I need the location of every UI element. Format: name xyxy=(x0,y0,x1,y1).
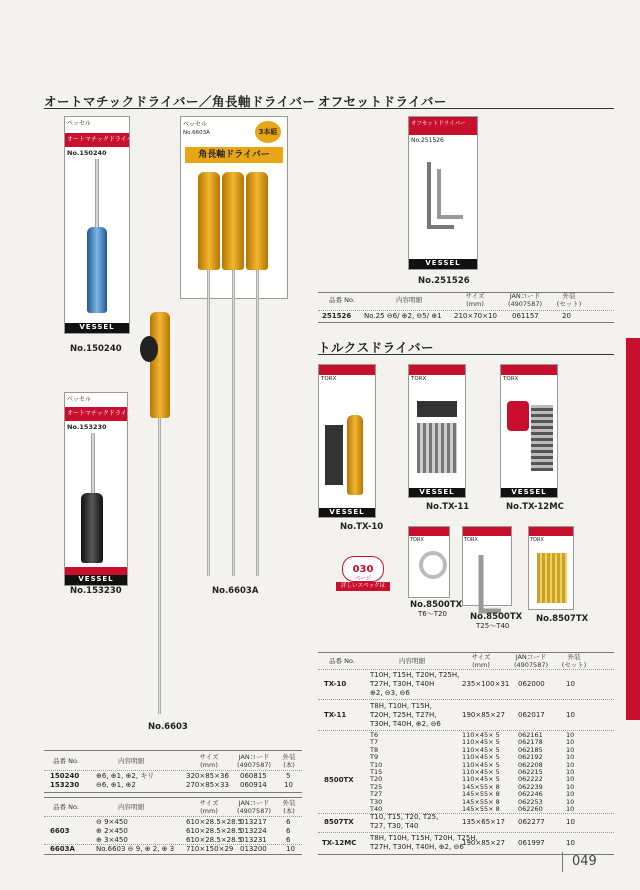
package-name: オートマチックドライバー xyxy=(65,407,127,421)
product-label-8500TX-b: No.8500TX xyxy=(470,612,523,622)
key-ring xyxy=(419,551,447,579)
table-cell-jan: 013224 xyxy=(240,827,267,835)
table-cell-desc: T20 xyxy=(370,775,383,784)
screwdriver-handle xyxy=(246,172,268,270)
table-header-desc: 内容明細 xyxy=(396,296,422,304)
table-cell-size: 190×85×27 xyxy=(462,839,505,847)
package-name: オフセットドライバー xyxy=(409,117,477,135)
key-set xyxy=(537,553,567,603)
table-header-desc: 内容明細 xyxy=(399,657,425,665)
package-brand: TORX xyxy=(410,537,424,543)
table-cell-jan: 061997 xyxy=(518,839,545,847)
table-cell-desc: T15 xyxy=(370,768,383,776)
table-header-qty: 外装 (本) xyxy=(282,799,296,815)
table-cell-jan: 062185 xyxy=(518,745,543,754)
table-cell-qty: 10 xyxy=(566,745,575,754)
table-header-jan: JANコード (4907587) xyxy=(507,292,543,308)
table-header-qty: 外装 (本) xyxy=(282,753,296,769)
product-TX12MC-package xyxy=(500,364,558,498)
package-brand: TORX xyxy=(464,537,478,543)
package-brand: TORX xyxy=(411,376,427,382)
table-rule xyxy=(318,699,614,700)
table-cell-desc: T10H, T15H, T20H, T25H, xyxy=(370,671,460,679)
table-cell-jan: 062192 xyxy=(518,753,543,762)
table-rule xyxy=(318,813,614,814)
screwdriver-handle xyxy=(347,415,363,495)
table-rule xyxy=(318,310,614,311)
brand-text: ベッセル xyxy=(183,121,208,128)
table-cell-desc: T27, T30, T40 xyxy=(370,822,419,830)
table-cell-desc: T20H, T25H, T27H, xyxy=(370,711,437,719)
table-cell-desc: ⊕ 2×450 xyxy=(96,827,128,835)
vessel-logo: VESSEL xyxy=(409,488,465,497)
table-cell-jan: 062161 xyxy=(518,731,543,739)
table-cell-code: 8507TX xyxy=(324,818,354,826)
red-band xyxy=(501,365,557,375)
table-cell-size: 110×45× 5 xyxy=(462,745,500,754)
product-label-6603A: No.6603A xyxy=(212,586,259,596)
brand-text: ベッセル xyxy=(67,396,92,403)
screwdriver-handle xyxy=(87,227,107,313)
table-cell-qty: 10 xyxy=(566,775,575,784)
brand-text: ベッセル xyxy=(65,117,129,133)
table-cell-jan: 060914 xyxy=(240,781,267,789)
table-cell-desc: T40 xyxy=(370,805,383,813)
table-rule xyxy=(44,854,302,855)
table-cell-code: TX-12MC xyxy=(322,839,357,847)
product-label-251526: No.251526 xyxy=(418,276,470,286)
table-cell-desc: T10, T15, T20, T25, xyxy=(370,813,439,821)
table-cell-size: 110×45× 5 xyxy=(462,731,500,739)
table-cell-desc: No.25 ⊖6/ ⊕2, ⊖5/ ⊕1 xyxy=(364,312,442,320)
table-header-size: サイズ (mm) xyxy=(471,653,491,669)
product-label-150240: No.150240 xyxy=(70,344,122,354)
package-number: No.251526 xyxy=(411,137,444,144)
vessel-logo: VESSEL xyxy=(319,508,375,517)
table-cell-size: 145×55× 8 xyxy=(462,805,500,813)
table-cell-size: 110×45× 5 xyxy=(462,738,500,747)
table-header-code: 品番 No. xyxy=(53,757,79,765)
table-cell-size: 135×65×17 xyxy=(462,818,505,826)
table-cell-jan: 013231 xyxy=(240,836,267,844)
table-cell-jan: 062246 xyxy=(518,790,543,799)
page-reference-note: 詳しいスペックは xyxy=(336,582,390,591)
red-band xyxy=(529,527,573,536)
table-cell-code: TX-10 xyxy=(324,680,347,688)
table-cell-qty: 20 xyxy=(562,312,571,320)
section-title-torx: トルクスドライバー xyxy=(318,340,435,355)
product-TX11-package xyxy=(408,364,466,498)
section-title-offset: オフセットドライバー xyxy=(318,94,447,109)
table-cell-desc: No.6603 ⊖ 9, ⊕ 2, ⊕ 3 xyxy=(96,845,175,853)
table-cell-desc: T30 xyxy=(370,797,383,806)
screwdriver-6603-handle xyxy=(150,312,170,418)
table-header-code: 品番 No. xyxy=(329,296,355,304)
screwdriver-handle xyxy=(222,172,244,270)
tool-handle xyxy=(507,401,529,431)
table-cell-qty: 10 xyxy=(566,760,575,769)
package-number: No.153230 xyxy=(67,423,107,431)
page-reference-unit: ページ xyxy=(354,576,372,582)
table-cell-qty: 6 xyxy=(286,836,291,844)
product-TX10-package xyxy=(318,364,376,518)
red-band xyxy=(463,527,511,536)
section-rule xyxy=(44,108,302,109)
table-cell-size: 110×45× 5 xyxy=(462,768,500,776)
table-cell-jan: 062260 xyxy=(518,805,543,813)
vessel-logo: VESSEL xyxy=(65,575,127,585)
table-header-jan: JANコード (4907587) xyxy=(513,653,549,669)
table-cell-size: 710×150×29 xyxy=(186,845,234,853)
product-label-TX10: No.TX-10 xyxy=(340,522,384,532)
table-cell-desc: T27H, T30H, T40H xyxy=(370,680,435,688)
offset-driver-icon xyxy=(419,157,469,237)
bit-set xyxy=(417,423,457,473)
table-cell-size: 145×55× 8 xyxy=(462,797,500,806)
screwdriver-shaft xyxy=(91,433,95,493)
table-header-jan: JANコード (4907587) xyxy=(236,799,272,815)
package-brand: TORX xyxy=(530,537,544,543)
table-cell-desc: T6 xyxy=(370,731,379,739)
screwdriver-handle xyxy=(81,493,103,563)
table-cell-size: 320×85×36 xyxy=(186,772,229,780)
table-cell-qty: 10 xyxy=(566,738,575,747)
table-cell-code: 251526 xyxy=(322,312,352,320)
table-rule xyxy=(44,792,302,793)
screwdriver-shaft xyxy=(256,270,259,576)
product-150240-package xyxy=(64,116,139,334)
page-reference-badge xyxy=(342,556,384,582)
table-rule xyxy=(44,844,302,845)
table-cell-desc: T27H, T30H, T40H, ⊕2, ⊖6 xyxy=(370,843,464,851)
package-number: No.6603A xyxy=(183,130,210,136)
table-cell-size: 610×28.5×28.5 xyxy=(186,818,243,826)
product-8500TX-large-package xyxy=(462,526,512,606)
table-cell-desc: T30H, T40H, ⊕2, ⊖6 xyxy=(370,720,441,728)
table-cell-qty: 10 xyxy=(566,711,575,719)
table-cell-size: 235×100×31 xyxy=(462,680,510,688)
package-name: オートマチックドライバー xyxy=(65,133,129,147)
vessel-logo: VESSEL xyxy=(65,323,129,333)
screwdriver-6603-shaft xyxy=(158,418,161,714)
vessel-logo: VESSEL xyxy=(501,488,557,497)
table-cell-size: 110×45× 5 xyxy=(462,775,500,784)
table-cell-desc: T7 xyxy=(370,738,379,747)
table-cell-qty: 6 xyxy=(286,827,291,835)
table-rule xyxy=(44,770,302,771)
table-cell-size: 610×28.5×28.5 xyxy=(186,827,243,835)
table-cell-size: 210×70×10 xyxy=(454,312,497,320)
package-brand: TORX xyxy=(321,376,337,382)
table-header-code: 品番 No. xyxy=(329,657,355,665)
product-8507TX-package xyxy=(528,526,574,610)
table-cell-qty: 5 xyxy=(286,772,291,780)
table-rule xyxy=(44,750,302,751)
page-number: 049 xyxy=(572,854,597,869)
table-cell-jan: 060815 xyxy=(240,772,267,780)
table-cell-desc: T8 xyxy=(370,745,379,754)
table-rule xyxy=(44,797,302,798)
table-cell-qty: 10 xyxy=(566,731,575,739)
table-cell-qty: 10 xyxy=(566,839,575,847)
table-cell-qty: 10 xyxy=(566,805,575,813)
table-cell-size: 190×85×27 xyxy=(462,711,505,719)
table-cell-qty: 10 xyxy=(566,680,575,688)
l-key-icon xyxy=(471,551,507,621)
table-cell-jan: 062208 xyxy=(518,760,543,769)
table-cell-code: TX-11 xyxy=(324,711,347,719)
product-251526-package xyxy=(408,116,478,270)
table-header-desc: 内容明細 xyxy=(118,803,144,811)
table-cell-jan: 061157 xyxy=(512,312,539,320)
table-header-desc: 内容明細 xyxy=(118,757,144,765)
table-rule xyxy=(318,322,614,323)
table-cell-qty: 6 xyxy=(286,818,291,826)
red-band xyxy=(319,365,375,375)
product-label-153230: No.153230 xyxy=(70,586,122,596)
table-cell-jan: 013200 xyxy=(240,845,267,853)
table-cell-code: 150240 xyxy=(50,772,80,780)
product-label-8507TX: No.8507TX xyxy=(536,614,589,624)
table-cell-desc: ⊕ 3×450 xyxy=(96,836,128,844)
table-header-code: 品番 No. xyxy=(53,803,79,811)
page-number-divider xyxy=(562,852,563,872)
table-rule xyxy=(44,816,302,817)
table-header-size: サイズ (mm) xyxy=(199,799,219,815)
ratchet-handle xyxy=(417,401,457,417)
table-header-size: サイズ (mm) xyxy=(465,292,485,308)
table-cell-jan: 013217 xyxy=(240,818,267,826)
screwdriver-shaft xyxy=(207,270,210,576)
product-153230-package xyxy=(64,392,139,586)
table-rule xyxy=(318,669,614,670)
table-cell-desc: T9 xyxy=(370,753,379,762)
table-cell-jan: 062277 xyxy=(518,818,545,826)
section-title-auto: オートマチックドライバー／角長軸ドライバー xyxy=(44,94,316,109)
table-cell-size: 145×55× 8 xyxy=(462,790,500,799)
bit-holder xyxy=(325,425,343,485)
bit-set xyxy=(531,405,553,471)
table-cell-qty: 10 xyxy=(284,781,293,789)
package-name: 角長軸ドライバー xyxy=(185,147,283,163)
table-cell-size: 110×45× 5 xyxy=(462,760,500,769)
vessel-logo: VESSEL xyxy=(409,259,477,269)
table-cell-size: 110×45× 5 xyxy=(462,753,500,762)
table-cell-desc: ⊕6, ⊕1, ⊕2, キリ xyxy=(96,772,155,780)
red-band xyxy=(409,365,465,375)
section-rule xyxy=(318,108,614,109)
table-header-qty: 外装 (セット) xyxy=(556,292,582,308)
table-cell-size: 145×55× 8 xyxy=(462,782,500,791)
table-cell-qty: 10 xyxy=(566,768,575,776)
page-reference-number: 030 xyxy=(352,564,374,575)
table-cell-jan: 062239 xyxy=(518,782,543,791)
hang-tag xyxy=(140,336,158,362)
table-rule xyxy=(318,854,614,855)
table-cell-code: 153230 xyxy=(50,781,80,789)
table-cell-qty: 10 xyxy=(566,790,575,799)
product-label-6603: No.6603 xyxy=(148,722,188,732)
table-header-qty: 外装 (セット) xyxy=(561,653,587,669)
red-band xyxy=(65,567,127,575)
product-6603A-package-header xyxy=(180,116,288,174)
product-label-8500TX-a: No.8500TX xyxy=(410,600,463,610)
table-cell-qty: 10 xyxy=(566,818,575,826)
product-label-TX12MC: No.TX-12MC xyxy=(506,502,564,512)
package-brand: TORX xyxy=(503,376,519,382)
table-cell-desc: T8H, T10H, T15H, T20H, T25H, xyxy=(370,834,478,842)
table-header-size: サイズ (mm) xyxy=(199,753,219,769)
product-sublabel-8500TX-a: T6～T20 xyxy=(418,610,447,618)
table-cell-size: 270×85×33 xyxy=(186,781,229,789)
table-cell-qty: 10 xyxy=(566,782,575,791)
table-cell-jan: 062215 xyxy=(518,768,543,776)
table-cell-qty: 10 xyxy=(566,753,575,762)
set-count-badge: 3本組 xyxy=(255,121,281,143)
product-label-TX11: No.TX-11 xyxy=(426,502,470,512)
screwdriver-shaft xyxy=(232,270,235,576)
table-cell-desc: ⊖ 9×450 xyxy=(96,818,128,826)
table-cell-jan: 062253 xyxy=(518,797,543,806)
index-tab xyxy=(626,338,640,720)
table-rule xyxy=(318,832,614,833)
table-cell-jan: 062017 xyxy=(518,711,545,719)
table-cell-desc: T25 xyxy=(370,782,383,791)
table-cell-code: 8500TX xyxy=(324,776,354,784)
table-cell-qty: 10 xyxy=(286,845,295,853)
table-header-jan: JANコード (4907587) xyxy=(236,753,272,769)
table-cell-code: 6603 xyxy=(50,827,70,835)
table-cell-desc: T8H, T10H, T15H, xyxy=(370,702,433,710)
product-8500TX-small-package xyxy=(408,526,450,598)
product-sublabel-8500TX-b: T25～T40 xyxy=(476,622,510,630)
table-cell-desc: ⊖6, ⊕1, ⊕2 xyxy=(96,781,136,789)
table-cell-desc: T10 xyxy=(370,760,383,769)
table-cell-jan: 062000 xyxy=(518,680,545,688)
table-cell-code: 6603A xyxy=(50,845,75,853)
red-band xyxy=(409,527,449,536)
screwdriver-shaft xyxy=(95,159,99,229)
table-cell-size: 610×28.5×28.5 xyxy=(186,836,243,844)
table-cell-desc: ⊕2, ⊖3, ⊖6 xyxy=(370,689,410,697)
table-cell-qty: 10 xyxy=(566,797,575,806)
table-cell-jan: 062222 xyxy=(518,775,543,784)
table-cell-desc: T27 xyxy=(370,790,383,799)
section-rule xyxy=(318,354,614,355)
table-cell-jan: 062178 xyxy=(518,738,543,747)
screwdriver-handle xyxy=(198,172,220,270)
package-number: No.150240 xyxy=(67,149,107,157)
